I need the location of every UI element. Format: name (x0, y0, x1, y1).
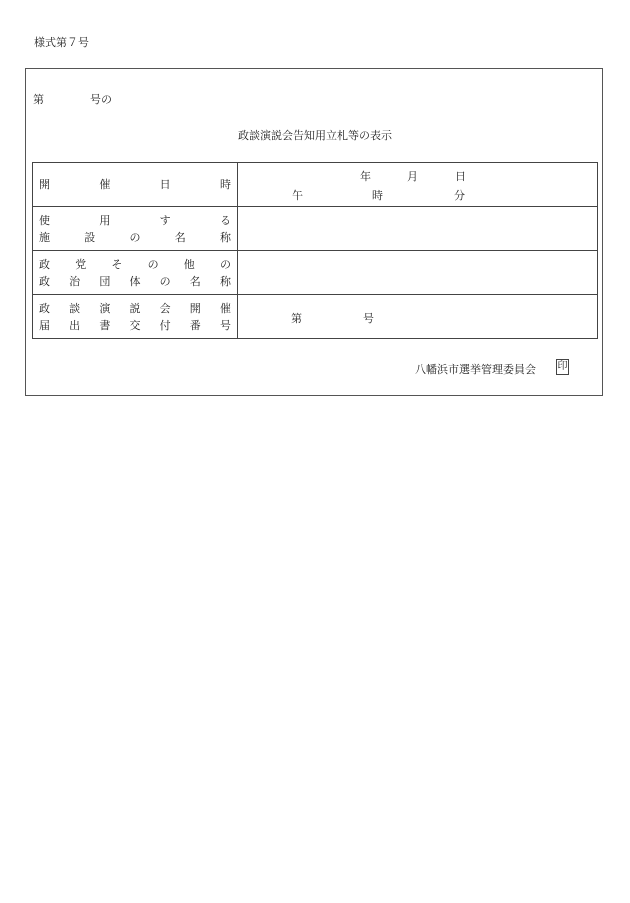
label-char: 施 (39, 230, 50, 244)
label-char: 開 (39, 178, 50, 191)
label-char: 使 (39, 213, 50, 227)
label-char: 番 (189, 318, 201, 332)
label-char: の (219, 257, 231, 271)
permit-number-value-cell[interactable] (238, 295, 598, 339)
label-char: 用 (99, 213, 111, 227)
label-char: 名 (174, 230, 186, 244)
label-char: す (159, 213, 171, 227)
row-label-permit-number (33, 295, 238, 339)
label-char: 日 (159, 178, 171, 191)
hour-unit: 時 (372, 189, 383, 202)
sub-number-line (33, 91, 112, 107)
label-char: の (159, 274, 171, 288)
label-char: 開 (189, 301, 201, 315)
label-char: 設 (84, 230, 96, 244)
label-char: 政 (39, 257, 50, 271)
label-char: の (147, 257, 159, 271)
row-label-party (33, 251, 238, 295)
table-row (33, 163, 598, 207)
datetime-value-cell[interactable] (238, 163, 598, 207)
permit-number-prefix: 第 (291, 312, 302, 325)
minute-unit: 分 (454, 189, 465, 202)
label-char: 説 (129, 301, 141, 315)
notice-title: 政談演説会告知用立札等の表示 (238, 129, 392, 142)
label-line (33, 212, 237, 229)
label-char: 出 (69, 318, 81, 332)
notice-frame (25, 68, 603, 396)
label-char: 政 (39, 274, 50, 288)
label-line (33, 256, 237, 273)
label-char: 政 (39, 301, 50, 315)
row-label-facility (33, 207, 238, 251)
label-char: 称 (219, 274, 231, 288)
label-char: 称 (220, 230, 231, 244)
table-row (33, 207, 598, 251)
label-char: 名 (189, 274, 201, 288)
form-number: 様式第７号 (34, 36, 89, 49)
ampm-unit: 午 (292, 189, 303, 202)
permit-number-suffix: 号 (363, 312, 374, 325)
row-label-datetime (33, 163, 238, 207)
table-row (33, 251, 598, 295)
month-unit: 月 (407, 170, 418, 183)
label-char: 体 (129, 274, 141, 288)
year-unit: 年 (360, 170, 371, 183)
day-unit: 日 (455, 170, 466, 183)
label-char: 催 (219, 301, 231, 315)
label-char: 他 (183, 257, 195, 271)
label-char: る (219, 213, 231, 227)
label-line (33, 273, 237, 290)
number-suffix: 号の (90, 93, 112, 106)
label-char: 党 (75, 257, 87, 271)
notice-table (32, 162, 598, 339)
label-char: 催 (99, 178, 111, 191)
number-prefix: 第 (33, 93, 44, 106)
label-line (33, 317, 237, 334)
label-char: 団 (99, 274, 111, 288)
label-char: 付 (159, 318, 171, 332)
seal-mark: 印 (556, 359, 569, 375)
label-line (33, 229, 237, 246)
label-char: 会 (159, 301, 171, 315)
label-char: 交 (129, 318, 141, 332)
label-char: 書 (99, 318, 111, 332)
committee-name: 八幡浜市選挙管理委員会 (415, 363, 536, 376)
label-line (33, 176, 237, 193)
label-char: の (129, 230, 141, 244)
label-char: 号 (219, 318, 231, 332)
label-char: 届 (39, 318, 50, 332)
label-char: 時 (219, 178, 231, 191)
label-line (33, 300, 237, 317)
facility-value-cell[interactable] (238, 207, 598, 251)
party-value-cell[interactable] (238, 251, 598, 295)
label-char: 治 (69, 274, 81, 288)
label-char: 演 (99, 301, 111, 315)
label-char: 談 (69, 301, 81, 315)
label-char: そ (111, 257, 123, 271)
table-row (33, 295, 598, 339)
